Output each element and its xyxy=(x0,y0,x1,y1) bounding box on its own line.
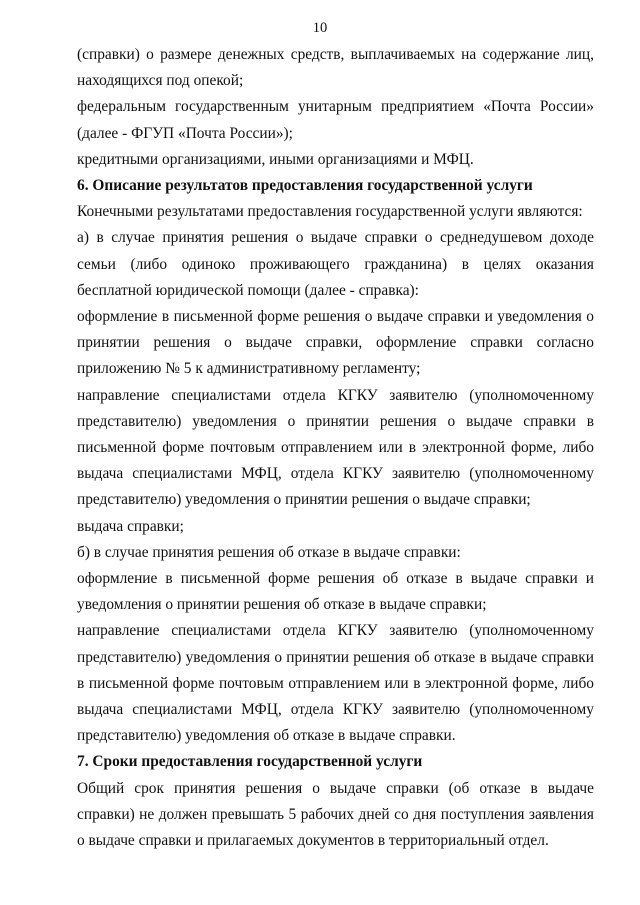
paragraph-refusal-decision: оформление в письменной форме решения об отказе в выдаче справки и уведомления о принятии решения об отказе в выдаче справки; xyxy=(77,570,594,614)
paragraph-refusal-notification: направление специалистами отдела КГКУ заявителю (уполномоченному представителю) уведомления о принятии решения об отказе в выдаче справки в письменной форме почтовым отправлением или в электронной форме, либо выдача специалистами МФЦ, отдела КГКУ заявителю (уполномоченному представителю) уведомления об отказе в выдаче справки. xyxy=(77,622,594,745)
paragraph-decision-issuance: оформление в письменной форме решения о выдаче справки и уведомления о принятии решения о выдаче справки, оформление справки согласно приложению № 5 к административному регламенту; xyxy=(77,308,594,378)
section-heading-6: 6. Описание результатов предоставления государственной услуги xyxy=(77,177,533,195)
paragraph-credit-organizations: кредитными организациями, иными организациями и МФЦ. xyxy=(77,150,474,168)
paragraph-guardianship-funds: (справки) о размере денежных средств, выплачиваемых на содержание лиц, находящихся под опекой; xyxy=(77,46,594,90)
document-body xyxy=(77,42,594,854)
paragraph-item-a: а) в случае принятия решения о выдаче справки о среднедушевом доходе семьи (либо одиноко проживающего гражданина) в целях оказания бесплатной юридической помощи (далее - справка): xyxy=(77,229,594,299)
paragraph-item-b: б) в случае принятия решения об отказе в выдаче справки: xyxy=(77,543,461,561)
paragraph-russian-post: федеральным государственным унитарным предприятием «Почта России» (далее - ФГУП «Почта России»); xyxy=(77,98,594,142)
paragraph-notification-sending: направление специалистами отдела КГКУ заявителю (уполномоченному представителю) уведомления о принятии решения о выдаче справки в письменной форме почтовым отправлением или в электронной форме, либо выдача специалистами МФЦ, отдела КГКУ заявителю (уполномоченному представителю) уведомления о принятии решения о выдаче справки; xyxy=(77,386,594,509)
paragraph-final-results-intro: Конечными результатами предоставления государственной услуги являются: xyxy=(77,203,583,221)
page-number: 10 xyxy=(312,20,328,36)
paragraph-certificate-issuance: выдача справки; xyxy=(77,517,184,535)
paragraph-total-term: Общий срок принятия решения о выдаче справки (об отказе в выдаче справки) не должен превышать 5 рабочих дней со дня поступления заявления о выдаче справки и прилагаемых документов в территориальный отдел. xyxy=(77,779,594,850)
section-heading-7: 7. Сроки предоставления государственной услуги xyxy=(77,753,423,771)
